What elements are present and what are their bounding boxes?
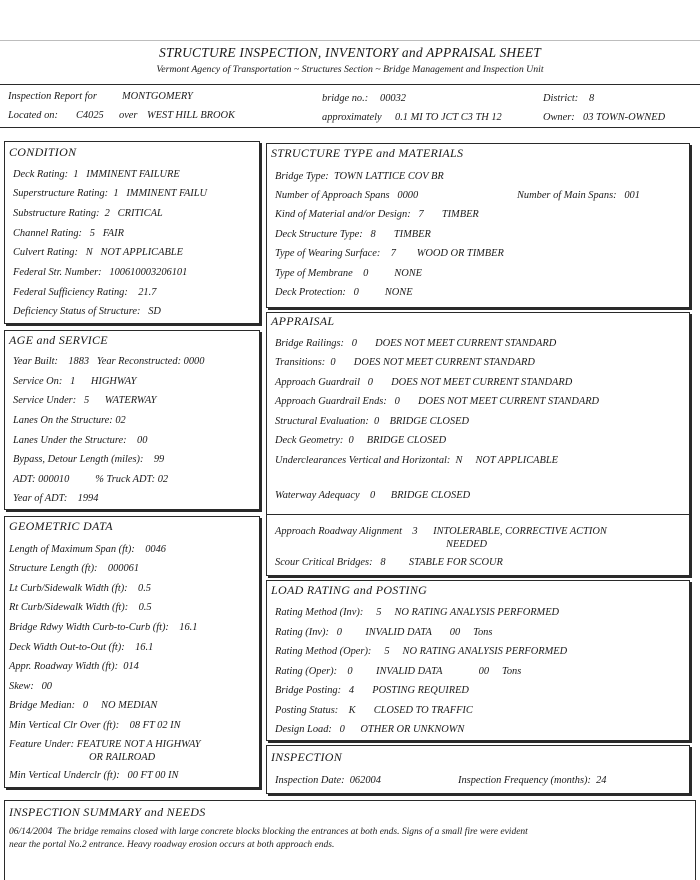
service-under: Service Under: 5 WATERWAY [13,395,157,406]
min-vertical-clr-over: Min Vertical Clr Over (ft): 08 FT 02 IN [9,720,181,731]
culvert-rating: Culvert Rating: N NOT APPLICABLE [13,247,183,258]
material-design: Kind of Material and/or Design: 7 TIMBER [275,209,479,220]
approach-roadway-alignment: Approach Roadway Alignment 3 INTOLERABLE, CORRECTIVE ACTION [275,526,607,537]
detour-length: Bypass, Detour Length (miles): 99 [13,454,165,465]
deck-width: Deck Width Out-to-Out (ft): 16.1 [9,642,154,653]
feature-under-cont: OR RAILROAD [89,752,156,763]
inspection-title: INSPECTION [271,750,343,764]
min-vertical-underclr: Min Vertical Underclr (ft): 00 FT 00 IN [9,770,179,781]
appraisal-title: APPRAISAL [271,314,335,328]
scour-critical: Scour Critical Bridges: 8 STABLE FOR SCOUR [275,557,503,568]
approach-guardrail: Approach Guardrail 0 DOES NOT MEET CURRENT STANDARD [275,377,573,388]
summary-title: INSPECTION SUMMARY and NEEDS [9,805,206,819]
owner-label: Owner: [543,112,575,123]
bridge-posting: Bridge Posting: 4 POSTING REQUIRED [275,685,469,696]
geometric-title: GEOMETRIC DATA [9,519,113,533]
max-span-length: Length of Maximum Span (ft): 0046 [9,544,166,555]
transitions: Transitions: 0 DOES NOT MEET CURRENT STANDARD [275,357,535,368]
located-value: C4025 [76,110,104,121]
rating-inv: Rating (Inv): 0 INVALID DATA 00 Tons [275,627,493,638]
lt-curb-width: Lt Curb/Sidewalk Width (ft): 0.5 [9,583,152,594]
lanes-on: Lanes On the Structure: 02 [13,415,126,426]
sheet-title: STRUCTURE INSPECTION, INVENTORY and APPRAISAL SHEET [159,45,541,60]
year-of-adt: Year of ADT: 1994 [13,493,99,504]
structural-evaluation: Structural Evaluation: 0 BRIDGE CLOSED [275,416,469,427]
federal-sufficiency-rating: Federal Sufficiency Rating: 21.7 [13,287,157,298]
owner-value: 03 TOWN-OWNED [583,112,666,123]
district-value: 8 [589,93,595,104]
summary-line-1: 06/14/2004 The bridge remains closed with large concrete blocks blocking the entrances at both ends. Signs of a small fire were evident [9,827,528,837]
rt-curb-width: Rt Curb/Sidewalk Width (ft): 0.5 [9,602,152,613]
waterway-adequacy: Waterway Adequacy 0 BRIDGE CLOSED [275,490,471,501]
info-divider [0,127,700,128]
sheet-subtitle: Vermont Agency of Transportation ~ Structures Section ~ Bridge Management and Inspection Unit [156,64,544,75]
over-value: WEST HILL BROOK [147,110,235,121]
membrane: Type of Membrane 0 NONE [275,268,422,279]
structure-title: STRUCTURE TYPE and MATERIALS [271,146,464,160]
structure-length: Structure Length (ft): 000061 [9,563,140,574]
bridge-no-value: 00032 [380,93,406,104]
inspection-frequency: Inspection Frequency (months): 24 [458,775,607,786]
deck-protection: Deck Protection: 0 NONE [275,287,413,298]
superstructure-rating: Superstructure Rating: 1 IMMINENT FAILU [13,188,208,199]
rating-oper: Rating (Oper): 0 INVALID DATA 00 Tons [275,666,522,677]
feature-under: Feature Under: FEATURE NOT A HIGHWAY [9,739,201,750]
bridge-median: Bridge Median: 0 NO MEDIAN [9,700,158,711]
approach-roadway-alignment-cont: NEEDED [446,539,487,550]
posting-status: Posting Status: K CLOSED TO TRAFFIC [275,705,473,716]
skew: Skew: 00 [9,681,52,692]
bridge-no-label: bridge no.: [322,93,369,104]
appr-roadway-width: Appr. Roadway Width (ft): 014 [9,661,139,672]
structure-box [266,143,690,308]
district-label: District: [543,93,579,104]
underclearances: Underclearances Vertical and Horizontal: N NOT APPLICABLE [275,455,558,466]
rating-method-oper: Rating Method (Oper): 5 NO RATING ANALYSIS PERFORMED [275,646,568,657]
year-built: Year Built: 1883 Year Reconstructed: 0000 [13,356,205,367]
lanes-under: Lanes Under the Structure: 00 [13,435,148,446]
approx-label: approximately [322,112,382,123]
rating-method-inv: Rating Method (Inv): 5 NO RATING ANALYSIS PERFORMED [275,607,560,618]
design-load: Design Load: 0 OTHER OR UNKNOWN [275,724,465,735]
appraisal-divider [266,514,690,515]
load-rating-title: LOAD RATING and POSTING [271,583,428,597]
located-label: Located on: [8,110,58,121]
deck-structure-type: Deck Structure Type: 8 TIMBER [275,229,431,240]
rdwy-width: Bridge Rdwy Width Curb-to-Curb (ft): 16.1 [9,622,198,633]
service-on: Service On: 1 HIGHWAY [13,376,137,387]
deck-geometry: Deck Geometry: 0 BRIDGE CLOSED [275,435,447,446]
bridge-railings: Bridge Railings: 0 DOES NOT MEET CURRENT STANDARD [275,338,557,349]
over-label: over [119,110,138,121]
deficiency-status: Deficiency Status of Structure: SD [13,306,161,317]
bridge-type: Bridge Type: TOWN LATTICE COV BR [275,171,444,182]
substructure-rating: Substructure Rating: 2 CRITICAL [13,208,163,219]
approach-guardrail-ends: Approach Guardrail Ends: 0 DOES NOT MEET CURRENT STANDARD [275,396,600,407]
wearing-surface: Type of Wearing Surface: 7 WOOD OR TIMBER [275,248,504,259]
approach-spans: Number of Approach Spans 0000 [275,190,419,201]
top-rule [0,40,700,41]
inspection-date: Inspection Date: 062004 [275,775,381,786]
report-value: MONTGOMERY [122,91,193,102]
approx-value: 0.1 MI TO JCT C3 TH 12 [395,112,502,123]
age-service-title: AGE and SERVICE [9,333,108,347]
deck-rating: Deck Rating: 1 IMMINENT FAILURE [13,169,180,180]
condition-title: CONDITION [9,145,77,159]
summary-line-2: near the portal No.2 entrance. Heavy roadway erosion occurs at both approach ends. [9,840,335,850]
main-spans: Number of Main Spans: 001 [517,190,640,201]
federal-str-number: Federal Str. Number: 100610003206101 [13,267,188,278]
report-label: Inspection Report for [8,91,97,102]
channel-rating: Channel Rating: 5 FAIR [13,228,124,239]
load-rating-box [266,580,690,741]
header-divider [0,84,700,85]
adt: ADT: 000010 % Truck ADT: 02 [13,474,169,485]
